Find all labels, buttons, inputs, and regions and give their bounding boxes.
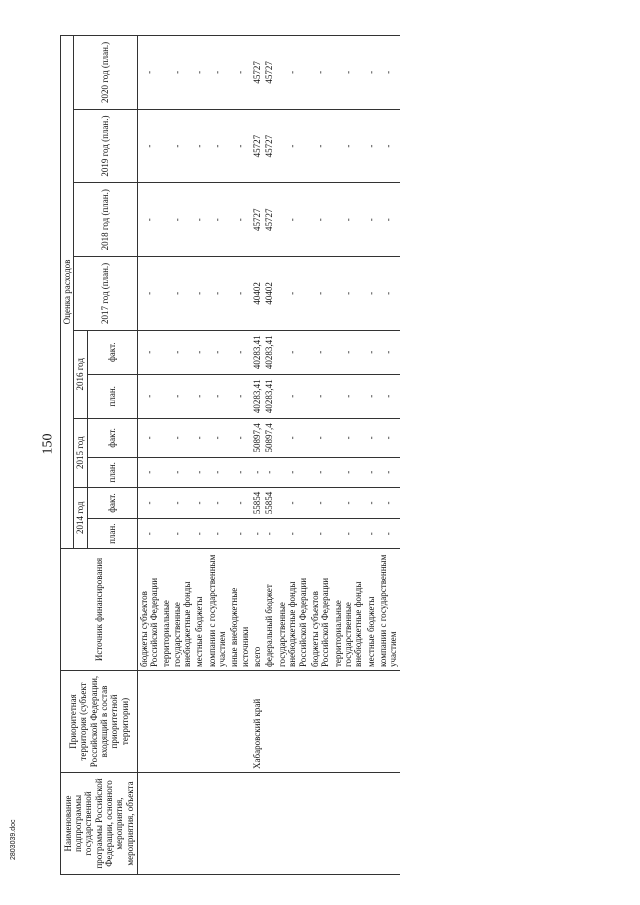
cell-source: местные бюджеты [365, 549, 377, 671]
cell-value: - [206, 374, 229, 418]
cell-value: - [137, 257, 160, 331]
col-header-fact: факт. [87, 418, 137, 457]
col-header-2019: 2019 год (план.) [74, 109, 137, 183]
cell-value: - [206, 330, 229, 374]
cell-name [377, 773, 400, 875]
cell-value: 55854 [263, 487, 275, 519]
cell-name [251, 773, 263, 875]
cell-value: - [309, 374, 332, 418]
col-header-fact: факт. [87, 330, 137, 374]
cell-territory [160, 671, 193, 773]
cell-value: - [206, 183, 229, 257]
cell-value: - [309, 457, 332, 487]
cell-value: - [160, 519, 193, 549]
cell-value: - [365, 36, 377, 110]
cell-value: - [206, 519, 229, 549]
table-row [377, 36, 400, 875]
cell-value: - [193, 257, 205, 331]
cell-value: - [137, 330, 160, 374]
col-header-2014: 2014 год [74, 487, 87, 548]
cell-value: - [332, 519, 365, 549]
cell-value: - [193, 418, 205, 457]
col-header-territory: Приоритетная территория (субъект Российской Федерации, входящий в состав приоритетной территории) [61, 671, 138, 773]
table-row [193, 36, 205, 875]
col-header-2020: 2020 год (план.) [74, 36, 137, 110]
cell-value: - [160, 457, 193, 487]
cell-value: - [309, 487, 332, 519]
cell-source: бюджеты субъектов Российской Федерации [309, 549, 332, 671]
cell-value: - [276, 183, 309, 257]
cell-value: - [332, 418, 365, 457]
cell-value: 45727 [251, 183, 263, 257]
cell-name [263, 773, 275, 875]
col-header-plan: план. [87, 519, 137, 549]
cell-value: 40283,41 [251, 330, 263, 374]
cell-value: - [377, 109, 400, 183]
budget-table [60, 35, 400, 875]
cell-value: - [251, 457, 263, 487]
cell-territory [377, 671, 400, 773]
cell-territory: Хабаровский край [251, 671, 263, 773]
cell-value: 40402 [263, 257, 275, 331]
table-row [160, 36, 193, 875]
cell-name [206, 773, 229, 875]
cell-territory [263, 671, 275, 773]
cell-territory [206, 671, 229, 773]
cell-name [228, 773, 251, 875]
cell-value: - [276, 257, 309, 331]
cell-source: территориальные государственные внебюджетные фонды [332, 549, 365, 671]
cell-value: - [193, 109, 205, 183]
cell-name [276, 773, 309, 875]
cell-value: - [377, 374, 400, 418]
cell-value: - [365, 183, 377, 257]
cell-value: - [137, 418, 160, 457]
cell-value: - [332, 374, 365, 418]
cell-value: - [365, 374, 377, 418]
cell-territory [276, 671, 309, 773]
cell-value: - [377, 519, 400, 549]
cell-value: - [309, 36, 332, 110]
cell-value: 45727 [263, 183, 275, 257]
col-header-fact: факт. [87, 487, 137, 519]
col-header-plan: план. [87, 374, 137, 418]
cell-value: 45727 [263, 109, 275, 183]
cell-territory [228, 671, 251, 773]
budget-table-rotated [60, 35, 540, 875]
cell-value: - [276, 487, 309, 519]
col-header-source: Источник финансирования [61, 549, 138, 671]
cell-value: - [137, 183, 160, 257]
cell-source: компании с государственным участием [206, 549, 229, 671]
cell-source: государственные внебюджетные фонды Российской Федерации [276, 549, 309, 671]
table-row [365, 36, 377, 875]
cell-value: - [309, 257, 332, 331]
cell-source: всего [251, 549, 263, 671]
cell-territory [193, 671, 205, 773]
cell-value: 40283,41 [263, 374, 275, 418]
col-header-2018: 2018 год (план.) [74, 183, 137, 257]
cell-value: - [365, 257, 377, 331]
cell-value: - [228, 374, 251, 418]
cell-value: - [206, 487, 229, 519]
cell-name [160, 773, 193, 875]
cell-value: - [332, 36, 365, 110]
cell-value: - [206, 418, 229, 457]
cell-value: - [160, 36, 193, 110]
cell-value: - [137, 519, 160, 549]
cell-value: - [193, 36, 205, 110]
cell-value: - [332, 183, 365, 257]
table-row [263, 36, 275, 875]
cell-value: - [160, 257, 193, 331]
cell-value: - [332, 457, 365, 487]
cell-source: местные бюджеты [193, 549, 205, 671]
col-header-2015: 2015 год [74, 418, 87, 487]
cell-value: - [160, 487, 193, 519]
cell-value: - [193, 183, 205, 257]
cell-value: 45727 [251, 109, 263, 183]
cell-value: - [193, 487, 205, 519]
cell-value: - [377, 457, 400, 487]
col-header-2017: 2017 год (план.) [74, 257, 137, 331]
cell-value: - [332, 330, 365, 374]
cell-value: - [160, 330, 193, 374]
cell-value: - [309, 330, 332, 374]
col-header-name: Наименование подпрограммы государственной программы Российской Федерации, основного мероприятия, мероприятия, объекта [61, 773, 138, 875]
cell-source: территориальные государственные внебюджетные фонды [160, 549, 193, 671]
cell-value: - [193, 519, 205, 549]
cell-source: компании с государственным участием [377, 549, 400, 671]
cell-name [309, 773, 332, 875]
cell-value: 50897,4 [263, 418, 275, 457]
col-header-2016: 2016 год [74, 330, 87, 418]
cell-value: - [228, 418, 251, 457]
cell-value: - [193, 374, 205, 418]
cell-value: - [228, 457, 251, 487]
cell-value: - [228, 519, 251, 549]
cell-value: - [276, 330, 309, 374]
table-row [276, 36, 309, 875]
cell-value: - [228, 330, 251, 374]
cell-value: - [309, 418, 332, 457]
cell-value: - [206, 257, 229, 331]
cell-value: - [228, 257, 251, 331]
cell-value: 55854 [251, 487, 263, 519]
cell-value: - [228, 183, 251, 257]
cell-value: - [365, 109, 377, 183]
cell-value: 45727 [263, 36, 275, 110]
cell-value: - [193, 330, 205, 374]
cell-territory [309, 671, 332, 773]
cell-value: - [309, 183, 332, 257]
table-row [137, 36, 160, 875]
cell-value: - [206, 109, 229, 183]
cell-value: 45727 [251, 36, 263, 110]
cell-value: 50897,4 [251, 418, 263, 457]
table-row [228, 36, 251, 875]
cell-value: - [160, 183, 193, 257]
cell-value: - [137, 487, 160, 519]
cell-value: - [228, 487, 251, 519]
cell-value: - [377, 418, 400, 457]
cell-value: - [206, 36, 229, 110]
col-header-plan: план. [87, 457, 137, 487]
cell-value: - [276, 36, 309, 110]
cell-value: - [332, 109, 365, 183]
cell-value: - [276, 519, 309, 549]
cell-value: - [160, 109, 193, 183]
cell-territory [137, 671, 160, 773]
footer-filename: 2803039.doc [10, 819, 17, 860]
cell-value: - [309, 109, 332, 183]
cell-value: - [137, 36, 160, 110]
cell-value: - [193, 457, 205, 487]
table-row [309, 36, 332, 875]
cell-value: - [377, 183, 400, 257]
cell-source: бюджеты субъектов Российской Федерации [137, 549, 160, 671]
cell-name [332, 773, 365, 875]
cell-value: - [228, 109, 251, 183]
table-row [206, 36, 229, 875]
cell-value: - [365, 418, 377, 457]
cell-value: - [276, 418, 309, 457]
cell-source: иные внебюджетные источники [228, 549, 251, 671]
cell-value: - [276, 457, 309, 487]
cell-value: - [365, 330, 377, 374]
col-header-group: Оценка расходов [61, 36, 74, 549]
cell-value: - [251, 519, 263, 549]
cell-value: - [377, 330, 400, 374]
cell-source: федеральный бюджет [263, 549, 275, 671]
cell-value: - [365, 487, 377, 519]
page-number: 150 [40, 433, 56, 455]
cell-value: - [276, 374, 309, 418]
cell-value: - [206, 457, 229, 487]
cell-value: - [276, 109, 309, 183]
cell-value: - [160, 374, 193, 418]
cell-name [193, 773, 205, 875]
cell-value: - [228, 36, 251, 110]
cell-value: - [332, 487, 365, 519]
cell-territory [332, 671, 365, 773]
cell-value: 40283,41 [251, 374, 263, 418]
cell-value: - [137, 457, 160, 487]
cell-value: - [309, 519, 332, 549]
cell-value: 40283,41 [263, 330, 275, 374]
cell-value: - [365, 519, 377, 549]
cell-value: - [332, 257, 365, 331]
cell-name [137, 773, 160, 875]
cell-value: - [365, 457, 377, 487]
cell-value: - [263, 457, 275, 487]
cell-value: - [377, 487, 400, 519]
cell-name [365, 773, 377, 875]
cell-value: - [160, 418, 193, 457]
table-row [332, 36, 365, 875]
cell-value: - [137, 374, 160, 418]
cell-value: - [263, 519, 275, 549]
cell-value: - [377, 36, 400, 110]
cell-value: - [137, 109, 160, 183]
cell-value: - [377, 257, 400, 331]
cell-value: 40402 [251, 257, 263, 331]
table-row [251, 36, 263, 875]
cell-territory [365, 671, 377, 773]
